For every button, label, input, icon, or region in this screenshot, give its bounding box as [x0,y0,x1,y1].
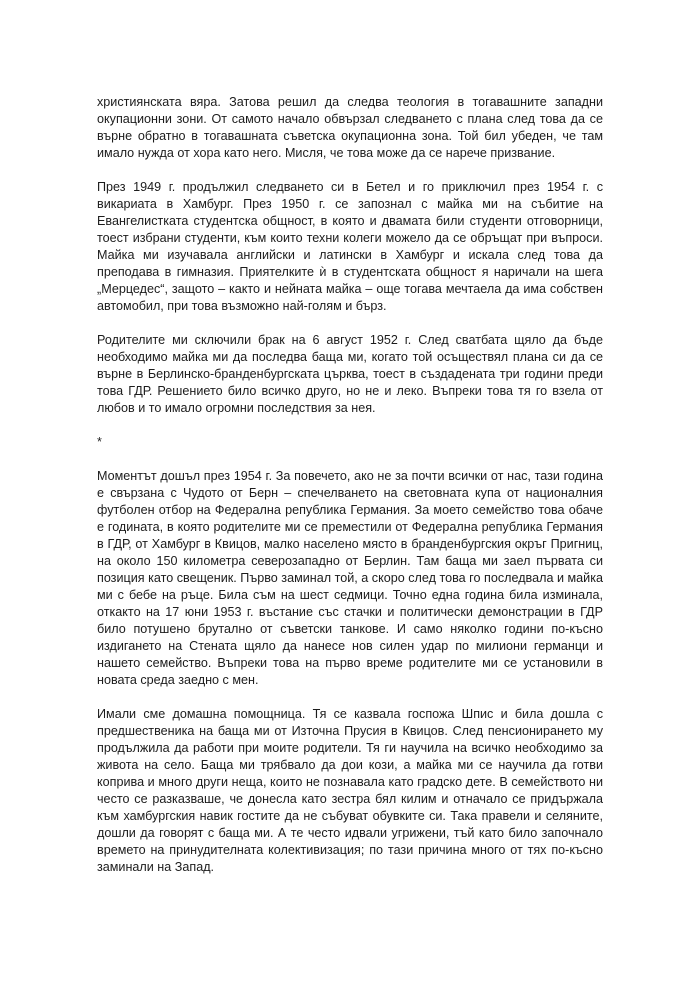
paragraph-spacer [97,451,603,468]
paragraph-3: Родителите ми сключили брак на 6 август 1952 г. След сватбата щяло да бъде необходимо майка ми да последва баща ми, когато той осъществял плана си да се върне в Берлинско-бранденбургската църква, тоест в създадената три години преди това ГДР. Решението било всичко друго, но не и леко. Въпреки това тя го взела от любов и то имало огромни последствия за нея. [97,333,603,415]
paragraph-spacer [97,417,603,434]
paragraph-5: Имали сме домашна помощница. Тя се казвала госпожа Шпис и била дошла с предшественика на баща ми от Източна Прусия в Квицов. След пенсионирането му продължила да работи при моите родители. Тя ги научила на всичко необходимо за живота на село. Баща ми трябвало да дои кози, а майка ми се научила да готви коприва и много други неща, които не познавала като градско дете. В семейството ни често се разказваше, че донесла като зестра бял килим и отначало се придържала към хамбургския навик гостите да не събуват обувките си. Така правели и селяните, дошли да говорят с баща ми. А те често идвали угрижени, тъй като било започнало времето на принудителната колективизация; по тази причина много от тях по-късно заминали на Запад. [97,707,603,874]
paragraph-2: През 1949 г. продължил следването си в Бетел и го приключил през 1954 г. с викариата в Хамбург. През 1950 г. се запознал с майка ми на събитие на Евангелистката студентска общност, в която и двамата били студенти отговорници, тоест избрани студенти, към които техни колеги можело да се обръщат при въпроси. Майка ми изучавала английски и латински в Хамбург и искала след това да преподава в гимназия. Приятелките ѝ в студентската общност я наричали на шега „Мерцедес“, защото – както и нейната майка – още тогава мечтаела да има собствен автомобил, при това възможно най-голям и бърз. [97,180,603,313]
paragraph-spacer [97,162,603,179]
section-separator: * [97,435,102,449]
paragraph-spacer [97,315,603,332]
paragraph-1: християнската вяра. Затова решил да следва теология в тогавашните западни окупационни зони. От самото начало обвързал следването с плана след това да се върне обратно в тогавашната съветска окупационна зона. Той бил убеден, че там имало нужда от хора като него. Мисля, че това може да се нарече призвание. [97,95,603,160]
paragraph-spacer [97,689,603,706]
paragraph-4: Моментът дошъл през 1954 г. За повечето, ако не за почти всички от нас, тази година е свързана с Чудото от Берн – спечелването на световната купа от националния футболен отбор на Федерална република Германия. За моето семейство това обаче е годината, в която родителите ми се преместили от Федерална република Германия в ГДР, от Хамбург в Квицов, малко населено място в бранденбургския окръг Пригниц, на около 150 километра северозападно от Берлин. Там баща ми заел първата си позиция като свещеник. Първо заминал той, а скоро след това го последвала и майка ми с бебе на ръце. Била съм на шест седмици. Точно една година била изминала, откакто на 17 юни 1953 г. въстание със стачки и политически демонстрации в ГДР било потушено брутално от съветски танкове. И само няколко години по-късно издигането на Стената щяло да нанесе нов силен удар по милиони германци и нашето семейство. Въпреки това на първо време родителите ми се установили в новата среда заедно с мен. [97,469,603,687]
document-body [97,94,603,876]
